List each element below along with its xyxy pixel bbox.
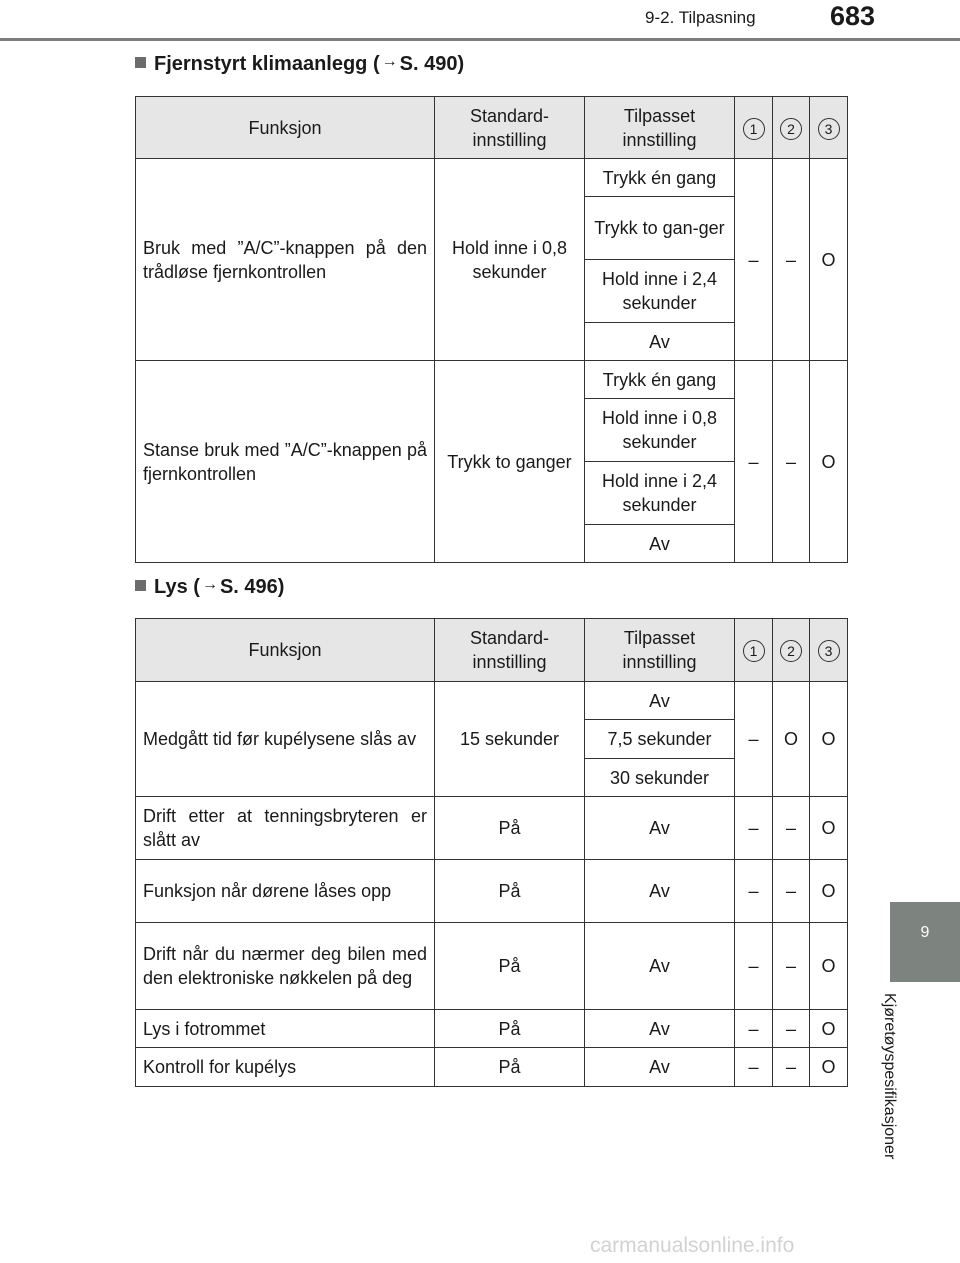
function-cell: Bruk med ”A/C”-knappen på den trådløse fjernkontrollen <box>136 159 435 361</box>
table-header-row <box>136 97 848 159</box>
chapter-tab-number: 9 <box>920 924 930 941</box>
mark-cell-1: – <box>735 1010 773 1048</box>
circled-2-icon: 2 <box>780 118 802 140</box>
mark-cell-2: – <box>773 860 810 923</box>
column-header-custom: Tilpasset innstilling <box>585 619 735 682</box>
column-header-function: Funksjon <box>136 619 435 682</box>
section-title-climate <box>135 53 464 76</box>
default-cell: På <box>435 923 585 1010</box>
option-cell: Hold inne i 2,4 sekunder <box>585 462 735 525</box>
function-cell: Drift etter at tenningsbryteren er slått av <box>136 797 435 860</box>
column-header-2 <box>773 619 810 682</box>
option-cell: Av <box>585 525 735 563</box>
mark-cell-1: – <box>735 1048 773 1087</box>
table-row <box>136 361 848 399</box>
section-title-lights <box>135 576 284 599</box>
column-header-2 <box>773 97 810 159</box>
section-title-text: Lys ( <box>154 576 200 598</box>
option-cell: Av <box>585 323 735 361</box>
mark-cell-2: O <box>773 682 810 797</box>
mark-cell-3: O <box>810 923 848 1010</box>
option-cell: Trykk én gang <box>585 361 735 399</box>
column-header-1 <box>735 619 773 682</box>
column-header-default: Standard-innstilling <box>435 97 585 159</box>
mark-cell-2: – <box>773 797 810 860</box>
default-cell: På <box>435 860 585 923</box>
table-row <box>136 923 848 1010</box>
watermark: carmanualsonline.info <box>590 1234 795 1257</box>
option-cell: 7,5 sekunder <box>585 720 735 759</box>
column-header-function: Funksjon <box>136 97 435 159</box>
chapter-side-label <box>881 993 928 1203</box>
function-cell: Stanse bruk med ”A/C”-knappen på fjernkontrollen <box>136 361 435 563</box>
default-cell: På <box>435 1048 585 1087</box>
table-header-row <box>136 619 848 682</box>
default-cell: På <box>435 797 585 860</box>
mark-cell-1: – <box>735 797 773 860</box>
option-cell: Av <box>585 1048 735 1087</box>
page-reference-arrow-icon: → <box>201 576 218 593</box>
mark-cell-2: – <box>773 159 810 361</box>
climate-settings-table <box>135 96 848 563</box>
function-cell: Lys i fotrommet <box>136 1010 435 1048</box>
option-cell: Av <box>585 1010 735 1048</box>
option-cell: 30 sekunder <box>585 759 735 797</box>
default-cell: 15 sekunder <box>435 682 585 797</box>
function-cell: Funksjon når dørene låses opp <box>136 860 435 923</box>
mark-cell-1: – <box>735 682 773 797</box>
page-reference[interactable]: S. 490) <box>399 53 465 75</box>
default-cell: Hold inne i 0,8 sekunder <box>435 159 585 361</box>
page-reference-arrow-icon: → <box>381 53 398 70</box>
circled-2-icon: 2 <box>780 640 802 662</box>
option-cell: Hold inne i 0,8 sekunder <box>585 399 735 462</box>
option-cell: Av <box>585 797 735 860</box>
option-cell: Trykk én gang <box>585 159 735 197</box>
table-row <box>136 1048 848 1087</box>
lights-settings-table <box>135 618 848 1087</box>
function-cell: Drift når du nærmer deg bilen med den elektroniske nøkkelen på deg <box>136 923 435 1010</box>
mark-cell-1: – <box>735 361 773 563</box>
table-row <box>136 1010 848 1048</box>
mark-cell-1: – <box>735 159 773 361</box>
column-header-custom: Tilpasset innstilling <box>585 97 735 159</box>
mark-cell-3: O <box>810 1010 848 1048</box>
section-title-text: Fjernstyrt klimaanlegg ( <box>154 53 380 75</box>
chapter-tab <box>890 902 960 982</box>
circled-3-icon: 3 <box>818 118 840 140</box>
default-cell: På <box>435 1010 585 1048</box>
page-reference[interactable]: S. 496) <box>219 576 285 598</box>
column-header-3 <box>810 97 848 159</box>
mark-cell-2: – <box>773 1048 810 1087</box>
mark-cell-3: O <box>810 797 848 860</box>
table-row <box>136 159 848 197</box>
mark-cell-3: O <box>810 860 848 923</box>
option-cell: Hold inne i 2,4 sekunder <box>585 260 735 323</box>
section-bullet-icon <box>135 580 146 591</box>
mark-cell-3: O <box>810 682 848 797</box>
function-cell: Kontroll for kupélys <box>136 1048 435 1087</box>
column-header-3 <box>810 619 848 682</box>
circled-3-icon: 3 <box>818 640 840 662</box>
circled-1-icon: 1 <box>743 118 765 140</box>
chapter-side-label-text: Kjøretøyspesifikasjoner <box>881 993 898 1160</box>
mark-cell-2: – <box>773 1010 810 1048</box>
mark-cell-3: O <box>810 361 848 563</box>
chapter-heading: 9-2. Tilpasning <box>645 8 756 27</box>
default-cell: Trykk to ganger <box>435 361 585 563</box>
section-bullet-icon <box>135 57 146 68</box>
table-row <box>136 797 848 860</box>
table-row <box>136 860 848 923</box>
mark-cell-3: O <box>810 1048 848 1087</box>
circled-1-icon: 1 <box>743 640 765 662</box>
mark-cell-1: – <box>735 923 773 1010</box>
option-cell: Av <box>585 860 735 923</box>
mark-cell-3: O <box>810 159 848 361</box>
mark-cell-1: – <box>735 860 773 923</box>
option-cell: Av <box>585 682 735 720</box>
mark-cell-2: – <box>773 923 810 1010</box>
mark-cell-2: – <box>773 361 810 563</box>
column-header-1 <box>735 97 773 159</box>
header-divider <box>0 38 960 41</box>
table-row <box>136 682 848 720</box>
function-cell: Medgått tid før kupélysene slås av <box>136 682 435 797</box>
page-number: 683 <box>830 1 876 31</box>
option-cell: Trykk to gan-ger <box>585 197 735 260</box>
option-cell: Av <box>585 923 735 1010</box>
column-header-default: Standard-innstilling <box>435 619 585 682</box>
